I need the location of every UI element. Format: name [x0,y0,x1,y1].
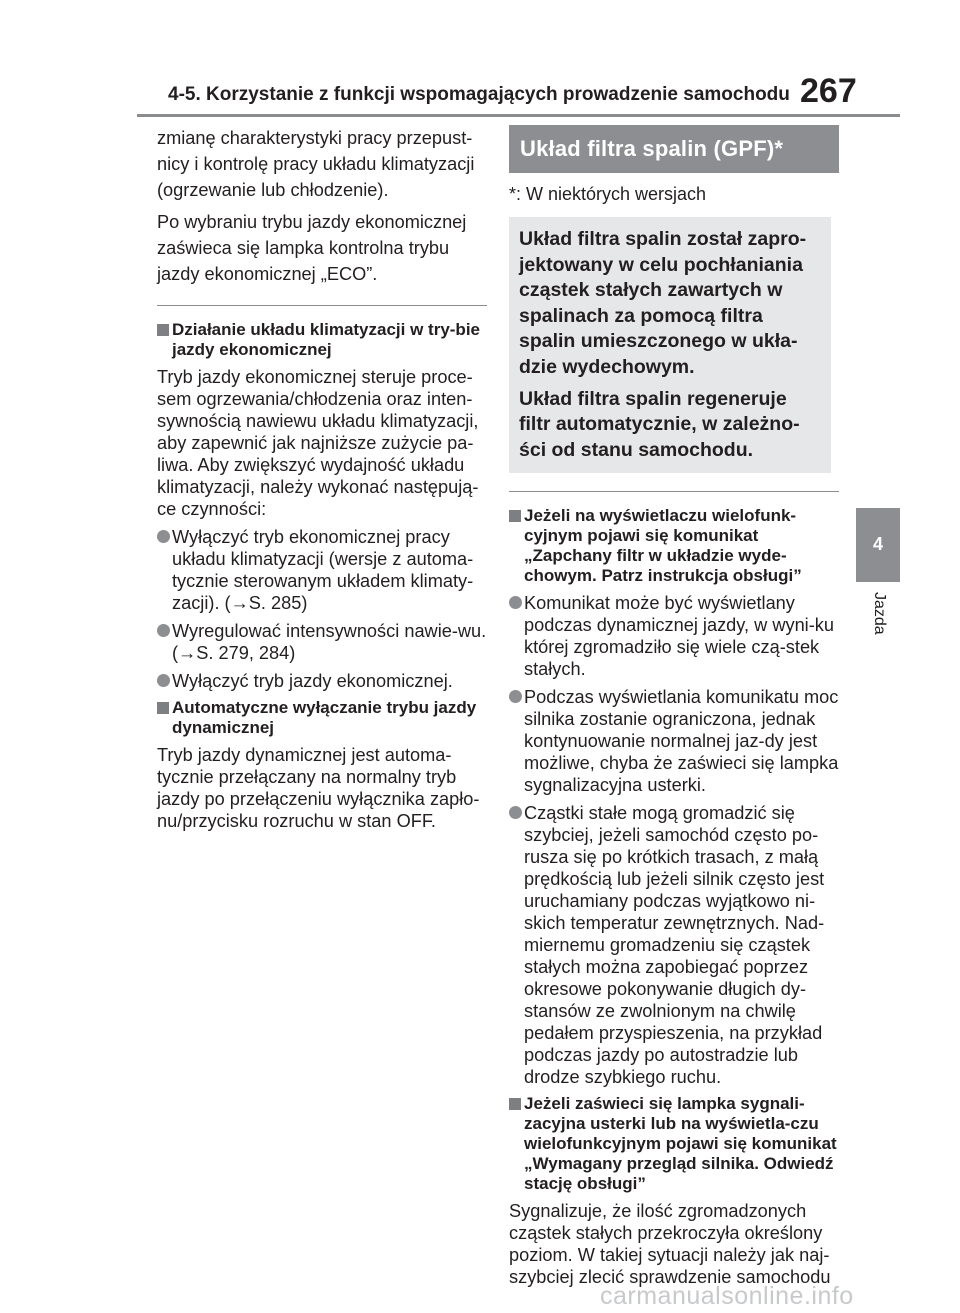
circle-bullet-icon [509,806,522,819]
square-bullet-icon [157,702,169,714]
header-title: 4-5. Korzystanie z funkcji wspomagających prowadzenie samochodu [168,84,790,105]
eco-indicator-paragraph: Po wybraniu trybu jazdy ekonomicznej zaświeca się lampka kontrolna trybu jazdy ekonomicznej „ECO”. [157,212,467,284]
subheading-climate: Działanie układu klimatyzacji w try-bie jazdy ekonomicznej [157,320,487,360]
list-item: Wyłączyć tryb jazdy ekonomicznej. [157,670,487,692]
section-title-gpf: Układ filtra spalin (GPF)* [509,125,839,173]
gpf-info-box [509,217,831,473]
section-divider [157,305,487,306]
square-bullet-icon [509,1098,521,1110]
square-bullet-icon [509,510,521,522]
subheading-dynamic-mode: Automatyczne wyłączanie trybu jazdy dynamicznej [157,698,487,738]
gpf-box-paragraph: Układ filtra spalin został zapro-jektowany w celu pochłaniania cząstek stałych zawartych w spalinach za pomocą filtra spalin umieszczonego w ukła-dzie wydechowym. [519,228,807,378]
circle-bullet-icon [157,530,170,543]
watermark: carmanualsonline.info [600,1282,854,1310]
page-number: 267 [800,72,857,110]
list-item: Cząstki stałe mogą gromadzić się szybciej, jeżeli samochód często po-rusza się po krótkich trasach, z małą prędkością lub jeżeli silnik często jest uruchamiany podczas wyjątkowo ni-skich temperatur zewnętrznych. Nad-miernemu gromadzeniu się cząstek stałych można zapobiegać poprzez okresowe pokonywanie długich dy-stansów ze zwolnionym na chwilę pedałem przyspieszenia, na przykład podczas jazdy po autostradzie lub drodze szybkiego ruchu. [509,802,839,1088]
chapter-tab [856,508,900,582]
subheading-malfunction-lamp: Jeżeli zaświeci się lampka sygnali-zacyjna usterki lub na wyświetla-czu wielofunkcyjnym pojawi się komunikat „Wymagany przegląd silnika. Odwiedź stację obsługi” [509,1094,839,1194]
dynamic-mode-paragraph: Tryb jazdy dynamicznej jest automa-tycznie przełączany na normalny tryb jazdy po przełączeniu wyłącznika zapło-nu/przycisku rozruchu w stan OFF. [157,745,480,831]
subheading-filter-clogged: Jeżeli na wyświetlaczu wielofunk-cyjnym pojawi się komunikat „Zapchany filtr w układzie wyde-chowym. Patrz instrukcja obsługi” [509,506,839,586]
left-column [157,125,487,832]
chapter-label: Jazda [871,592,888,635]
right-column [509,125,839,1288]
circle-bullet-icon [157,624,170,637]
list-item: Wyregulować intensywności nawie-wu. (→S. 279, 284) [157,620,487,664]
header-divider [137,114,900,117]
footnote-versions: *: W niektórych wersjach [509,184,707,204]
list-item: Podczas wyświetlania komunikatu moc silnika zostanie ograniczona, jednak kontynuowanie normalnej jaz-dy jest możliwe, chyba że zaświeci się lampka sygnalizacyjna usterki. [509,686,839,796]
list-item: Wyłączyć tryb ekonomicznej pracy układu klimatyzacji (wersje z automa-tycznie sterowanym układem klimaty-zacji). (→S. 285) [157,526,487,614]
intro-paragraph: zmianę charakterystyki pracy przepust-nicy i kontrolę pracy układu klimatyzacji (ogrzewanie lub chłodzenie). [157,128,475,200]
list-item: Komunikat może być wyświetlany podczas dynamicznej jazdy, w wyni-ku której zgromadziło się wiele czą-stek stałych. [509,592,839,680]
malfunction-paragraph: Sygnalizuje, że ilość zgromadzonych cząstek stałych przekroczyła określony poziom. W takiej sytuacji należy jak naj-szybciej zlecić sprawdzenie samochodu [509,1201,831,1288]
circle-bullet-icon [509,596,522,609]
section-divider [509,491,839,492]
square-bullet-icon [157,324,169,336]
circle-bullet-icon [157,674,170,687]
gpf-box-paragraph: Układ filtra spalin regeneruje filtr automatycznie, w zależno-ści od stanu samochodu. [519,387,800,461]
circle-bullet-icon [509,690,522,703]
climate-paragraph: Tryb jazdy ekonomicznej steruje proce-sem ogrzewania/chłodzenia oraz inten-sywnością nawiewu układu klimatyzacji, aby zapewnić jak najniższe zużycie pa-liwa. Aby zwiększyć wydajność układu klimatyzacji, należy wykonać następują-ce czynności: [157,367,479,519]
chapter-number: 4 [872,534,883,554]
